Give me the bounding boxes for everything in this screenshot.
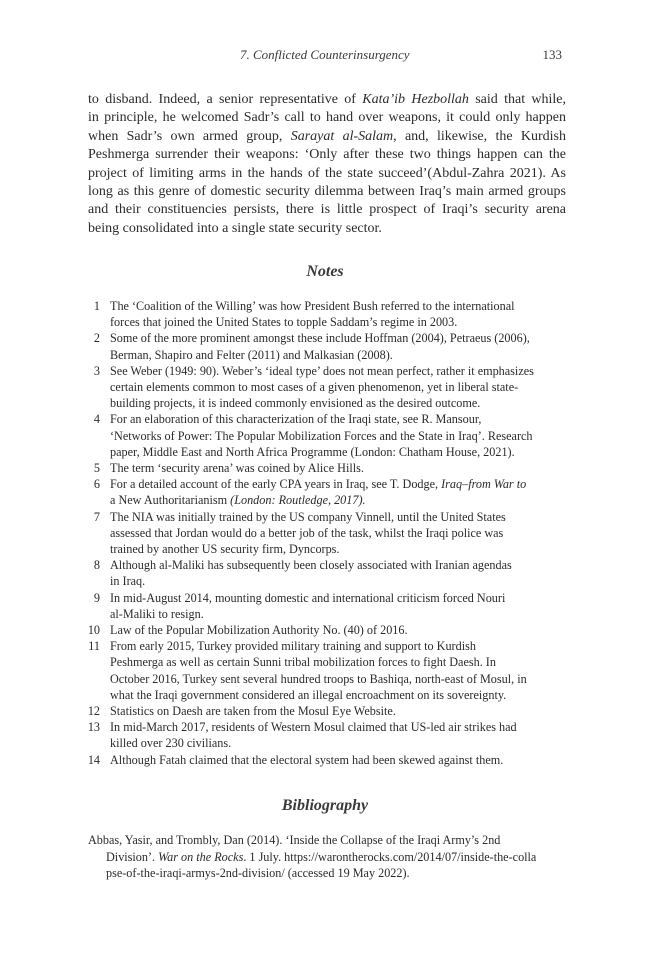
note-item — [82, 703, 562, 719]
note-text-run: In mid-August 2014, mounting domestic and international criticism forced Nouri — [110, 590, 506, 605]
note-line — [110, 752, 562, 768]
bibliography-line — [88, 865, 568, 882]
note-text-run: Law of the Popular Mobilization Authority No. (40) of 2016. — [110, 623, 408, 638]
note-text-run: what the Iraqi government considered an illegal encroachment on its sovereignty. — [110, 687, 507, 702]
note-line — [110, 719, 562, 735]
body-italic-run: Kata’ib Hezbollah — [362, 92, 469, 107]
note-line — [110, 703, 562, 719]
note-text-run: The NIA was initially trained by the US company Vinnell, until the United States — [110, 509, 506, 524]
note-line — [110, 476, 562, 492]
note-line — [110, 492, 562, 508]
note-text-run: forces that joined the United States to topple Saddam’s regime in 2003. — [110, 315, 458, 330]
note-item — [82, 411, 562, 460]
note-item — [82, 590, 562, 622]
note-line — [110, 363, 562, 379]
note-line — [110, 654, 562, 670]
note-text-run: The ‘Coalition of the Willing’ was how President Bush referred to the international — [110, 299, 515, 313]
note-text-run: For an elaboration of this characterization of the Iraqi state, see R. Mansour, — [110, 412, 482, 427]
bibliography-text-run: . 1 July. https://warontherocks.com/2014/07/inside-the-colla — [243, 849, 537, 864]
body-text-run: when Sadr’s own armed group, — [88, 128, 291, 144]
note-number: 8 — [93, 558, 100, 573]
note-item — [82, 476, 562, 508]
bibliography-line — [88, 849, 568, 866]
note-line — [110, 622, 562, 638]
note-item — [82, 363, 562, 412]
note-line — [110, 314, 562, 330]
body-text-run: , and, likewise, the Kurdish — [393, 128, 566, 144]
note-text — [110, 509, 562, 558]
note-text — [110, 298, 562, 330]
note-line — [110, 330, 562, 346]
note-text-run: For a detailed account of the early CPA years in Iraq, see T. Dodge, — [110, 477, 442, 492]
note-number: 11 — [88, 639, 100, 654]
note-text-run: Statistics on Daesh are taken from the Mosul Eye Website. — [110, 704, 396, 719]
note-item — [82, 638, 562, 703]
note-text-run: paper, Middle East and North Africa Programme (London: Chatham House, 2021). — [110, 444, 515, 459]
note-text-run: Some of the more prominent amongst these include Hoffman (2004), Petraeus (2006), — [110, 331, 530, 346]
note-line — [110, 638, 562, 654]
bibliography-text-run: pse-of-the-iraqi-armys-2nd-division/ (accessed 19 May 2022). — [106, 866, 410, 881]
note-text-run: building projects, it is indeed commonly envisioned as the desired outcome. — [110, 396, 481, 411]
note-line — [110, 606, 562, 622]
note-item — [82, 298, 562, 330]
note-text-run: in Iraq. — [110, 574, 146, 589]
note-line — [110, 444, 562, 460]
page-number: 133 — [542, 47, 562, 62]
body-text-run: in principle, he welcomed Sadr’s call to hand over weapons, it could only happen — [88, 110, 566, 126]
notes-heading: Notes — [306, 263, 344, 280]
note-number: 14 — [87, 752, 100, 767]
note-item — [82, 330, 562, 362]
note-text-run: Although al-Maliki has subsequently been closely associated with Iranian agendas — [110, 558, 512, 573]
note-text — [110, 590, 562, 622]
note-number: 6 — [93, 477, 100, 492]
note-text-run: Berman, Shapiro and Felter (2011) and Malkasian (2008). — [110, 347, 393, 362]
body-text-run: said that while, — [468, 92, 566, 107]
notes-list — [82, 298, 562, 768]
note-italic-run: (London: Routledge, 2017). — [227, 493, 366, 508]
bibliography-text-run: Division’. — [106, 849, 159, 864]
note-text-run: assessed that Jordan would do a better job of the task, whilst the Iraqi police was — [110, 525, 504, 540]
note-line — [110, 298, 562, 314]
note-number: 10 — [87, 623, 100, 638]
note-text-run: al-Maliki to resign. — [110, 606, 204, 621]
body-line — [88, 165, 566, 183]
note-line — [110, 411, 562, 427]
body-italic-run: Sarayat al-Salam — [290, 128, 394, 144]
body-line — [88, 146, 566, 164]
running-head — [0, 47, 650, 65]
body-line — [88, 109, 566, 127]
note-item — [82, 460, 562, 476]
note-line — [110, 395, 562, 411]
body-line — [88, 220, 566, 238]
body-text-run: project of limiting arms in the hands of the state succeed’(Abdul-Zahra 2021). As — [88, 165, 566, 181]
note-text-run: trained by another US security firm, Dyncorps. — [110, 542, 340, 557]
note-number: 5 — [93, 461, 100, 476]
bibliography-italic-run: War on the Rocks — [158, 849, 244, 864]
note-text — [110, 476, 562, 508]
note-line — [110, 573, 562, 589]
body-text-run: Peshmerga surrender their weapons: ‘Only after these two things happen can the — [88, 147, 566, 163]
note-item — [82, 719, 562, 751]
note-text — [110, 622, 562, 638]
body-line — [88, 183, 566, 201]
note-text-run: Although Fatah claimed that the electoral system had been skewed against them. — [110, 752, 504, 767]
note-line — [110, 428, 562, 444]
note-text-run: certain elements common to most cases of a given phenomenon, yet in liberal state- — [110, 380, 519, 395]
body-line — [88, 128, 566, 146]
note-line — [110, 735, 562, 751]
note-text-run: October 2016, Turkey sent several hundred troops to Bashiqa, north-east of Mosul, in — [110, 671, 527, 686]
bibliography-line — [88, 832, 568, 849]
note-text — [110, 638, 562, 703]
bibliography-heading: Bibliography — [281, 797, 369, 814]
note-line — [110, 557, 562, 573]
body-text-run: long as this genre of domestic security dilemma between Iraq’s main armed groups — [88, 184, 566, 200]
bibliography-text-run: Abbas, Yasir, and Trombly, Dan (2014). ‘Inside the Collapse of the Iraqi Army’s 2nd — [88, 833, 501, 847]
note-item — [82, 752, 562, 768]
bibliography-entry — [88, 832, 568, 882]
note-item — [82, 557, 562, 589]
note-line — [110, 347, 562, 363]
body-line — [88, 91, 566, 109]
note-text-run: Peshmerga as well as certain Sunni tribal mobilization forces to fight Daesh. In — [110, 655, 496, 670]
note-item — [82, 509, 562, 558]
note-text-run: The term ‘security arena’ was coined by Alice Hills. — [110, 461, 364, 476]
note-text — [110, 363, 562, 412]
note-number: 3 — [93, 363, 100, 378]
note-text — [110, 719, 562, 751]
note-line — [110, 460, 562, 476]
note-text-run: killed over 230 civilians. — [110, 736, 232, 751]
note-text — [110, 330, 562, 362]
note-text — [110, 557, 562, 589]
note-line — [110, 590, 562, 606]
note-text-run: a New Authoritarianism — [110, 493, 228, 508]
note-number: 7 — [93, 509, 100, 524]
note-number: 2 — [93, 331, 100, 346]
body-text-run: being consolidated into a single state security sector. — [88, 220, 382, 236]
note-line — [110, 379, 562, 395]
note-text — [110, 411, 562, 460]
note-text — [110, 703, 562, 719]
note-number: 4 — [93, 412, 100, 427]
note-line — [110, 671, 562, 687]
note-number: 9 — [93, 590, 100, 605]
chapter-title: 7. Conflicted Counterinsurgency — [240, 47, 410, 62]
note-number: 1 — [93, 299, 100, 313]
note-text-run: In mid-March 2017, residents of Western Mosul claimed that US-led air strikes had — [110, 720, 517, 735]
note-line — [110, 687, 562, 703]
note-text-run: From early 2015, Turkey provided military training and support to Kurdish — [110, 639, 476, 654]
body-paragraph — [88, 91, 566, 238]
note-text — [110, 752, 562, 768]
body-line — [88, 201, 566, 219]
note-italic-run: Iraq–from War to — [441, 477, 527, 492]
note-line — [110, 525, 562, 541]
note-line — [110, 509, 562, 525]
note-line — [110, 541, 562, 557]
note-number: 12 — [87, 704, 100, 719]
note-number: 13 — [87, 720, 100, 735]
body-text-run: to disband. Indeed, a senior representative of — [88, 92, 363, 107]
bibliography-list — [88, 832, 568, 882]
note-text — [110, 460, 562, 476]
note-text-run: See Weber (1949: 90). Weber’s ‘ideal type’ does not mean perfect, rather it emphasizes — [110, 363, 534, 378]
note-item — [82, 622, 562, 638]
note-text-run: ‘Networks of Power: The Popular Mobilization Forces and the State in Iraq’. Research — [110, 428, 533, 443]
body-text-run: and their constituencies persists, there is little prospect of Iraqi’s security arena — [88, 202, 566, 218]
